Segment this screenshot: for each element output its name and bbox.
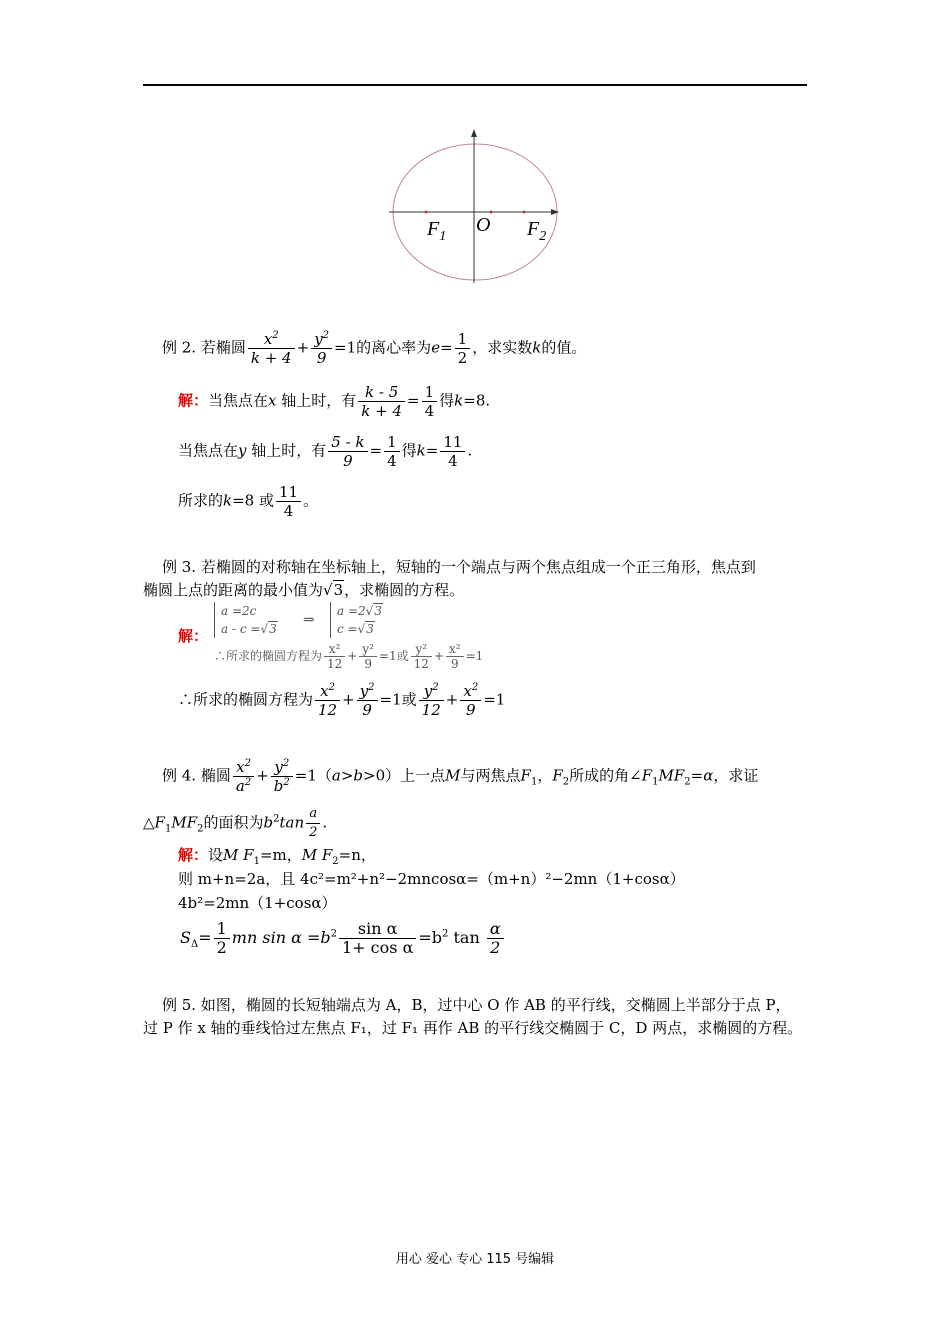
ex4-problem-line1: 例 4. 椭圆 $\frac{x^2}{a^2}$ + $\frac{y^2}{b^2}$ =1（a>b>0）上一点M与两焦点$F_1$，$F_2$所成的角$\angle F_1MF_2=\alpha$，求证 [162, 758, 759, 795]
ex2-solution-1: 解：当焦点在x 轴上时，有 $\frac{k - 5}{k + 4}$ = $\frac{1}{4}$ 得k=8. [178, 383, 491, 420]
ex2-prefix: 例 2. 若椭圆 [162, 338, 246, 357]
ex2-frac-half: $\frac{1}{2}$ [455, 330, 471, 367]
focus-f1-point [425, 211, 428, 214]
ex2-frac-y: $\frac{y^2}{9}$ [311, 330, 332, 367]
ex3-small-conclusion: ∴所求的椭圆方程为 $\frac{\text{x²}}{12}$ + $\frac{\text{y²}}{9}$ =1或 $\frac{\text{y²}}{12}$ + $\frac{\text{x²}}{9}$ =1 [214, 642, 484, 671]
ex4-area-formula: $S_\Delta=$ $\frac{1}{2}$ mn $\sin \alpha =b^2$ $\frac{\text{sin α}}{\text{1+ cos α}}$ $=b^2$ tan $\frac{\alpha}{2}$ [180, 920, 506, 957]
ex3-system-2: a =2√3 c =√3 [330, 602, 383, 638]
ex2-solution-label: 解： [178, 391, 209, 410]
page-footer: 用心 爱心 专心 115 号编辑 [395, 1252, 555, 1267]
label-f2: $F_2$ [527, 218, 547, 244]
implies-arrow-icon: ⇒ [303, 612, 315, 628]
ex4-solution-1: 解：设M $F_1=m$，M $F_2=n$， [178, 846, 376, 867]
ex5-problem-line2: 过 P 作 x 轴的垂线恰过左焦点 F₁，过 F₁ 再作 AB 的平行线交椭圆于 C，D 两点，求椭圆的方程。 [143, 1019, 803, 1037]
ex4-solution-2: 则 m+n=2a，且 4c²=m²+n²−2mncosα=（m+n）²−2mn（1+cosα） [178, 870, 685, 888]
ex2-frac-x: $\frac{x^2}{k + 4}$ [248, 330, 295, 367]
ex3-system-1: a =2c a - c =√3 [214, 602, 278, 638]
label-o: O [476, 214, 491, 236]
ellipse-figure [385, 125, 565, 285]
y-axis-arrow-icon [471, 129, 477, 137]
ex4-problem-line2: $\triangle F_1MF_2$的面积为$b^2\tan$ $\frac{a}{2}$ . [143, 806, 328, 840]
ex4-solution-label: 解： [178, 846, 209, 864]
ex3-solution-label: 解： [178, 627, 209, 645]
ex2-solution-3: 所求的k=8 或 $\frac{11}{4}$ 。 [178, 483, 319, 520]
x-axis-arrow-icon [551, 209, 559, 215]
header-rule [143, 84, 807, 86]
ex3-problem-line1: 例 3. 若椭圆的对称轴在坐标轴上，短轴的一个端点与两个焦点组成一个正三角形，焦点到 [162, 558, 756, 576]
focus-f2-point [523, 211, 526, 214]
ex4-solution-3: 4b²=2mn（1+cosα） [178, 894, 337, 912]
ex3-problem-line2: 椭圆上点的距离的最小值为√3，求椭圆的方程。 [143, 581, 465, 599]
ex2-problem: 例 2. 若椭圆 $\frac{x^2}{k + 4}$ + $\frac{y^2}{9}$ =1的离心率为e= $\frac{1}{2}$ ，求实数k的值。 [162, 330, 587, 367]
ex3-conclusion: ∴所求的椭圆方程为 $\frac{x^2}{12}$ + $\frac{y^2}{9}$ =1或 $\frac{y^2}{12}$ + $\frac{x^2}{9}$ =1 [178, 682, 506, 719]
ex2-solution-2: 当焦点在y 轴上时，有 $\frac{5 - k}{9}$ = $\frac{1}{4}$ 得k= $\frac{11}{4}$ . [178, 433, 473, 470]
label-f1: $F_1$ [427, 218, 447, 244]
ex5-problem-line1: 例 5. 如图，椭圆的长短轴端点为 A，B，过中心 O 作 AB 的平行线，交椭圆上半部分于点 P， [162, 996, 791, 1014]
